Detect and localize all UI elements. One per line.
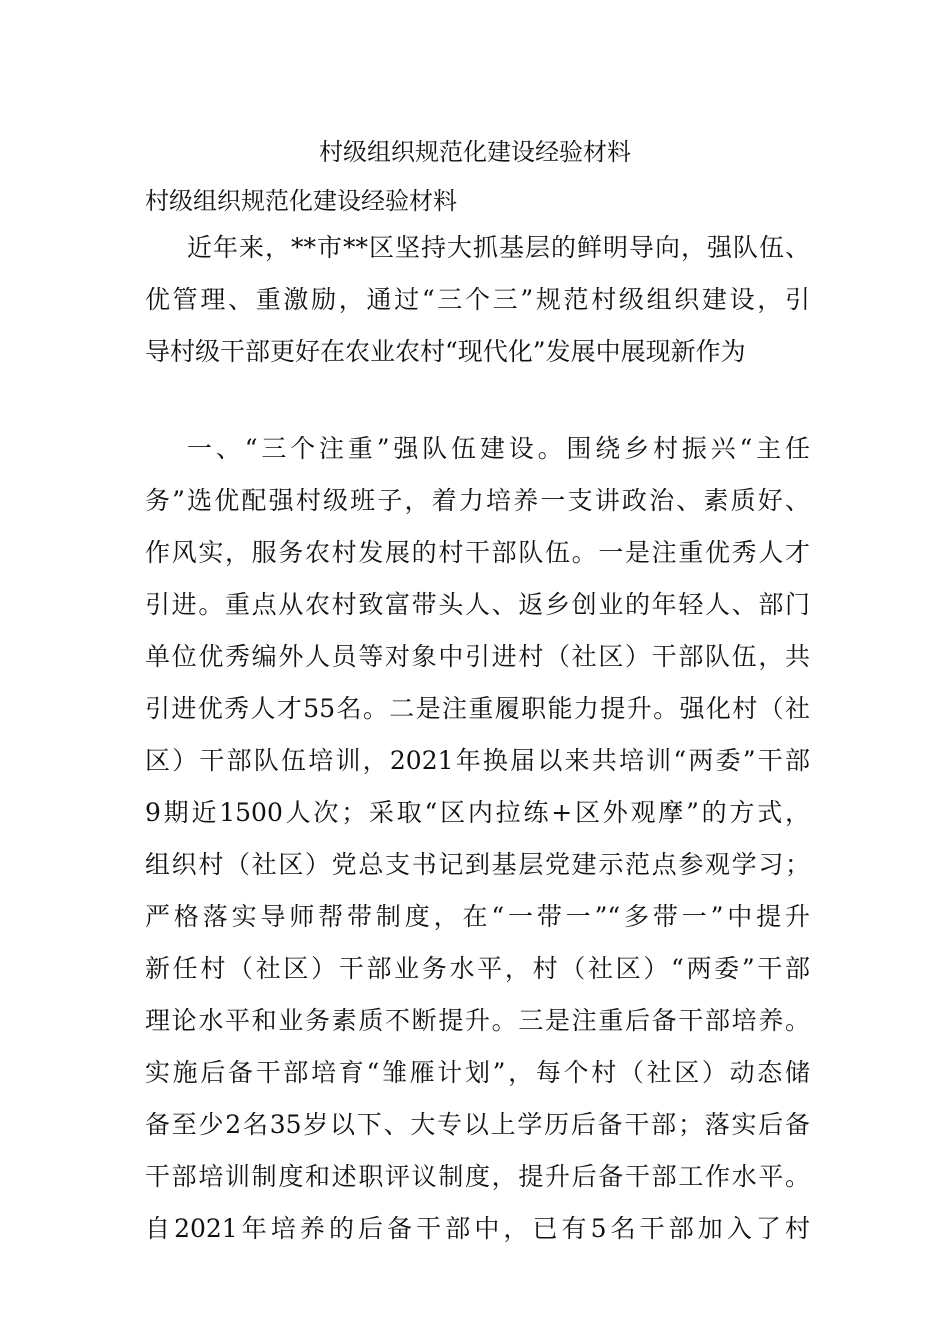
document-subtitle: 村级组织规范化建设经验材料 — [145, 187, 457, 215]
paragraph-line: 严格落实导师帮带制度，在“一带一”“多带一”中提升 — [145, 902, 810, 931]
paragraph-line: 新任村（社区）干部业务水平，村（社区）“两委”干部 — [145, 954, 810, 983]
paragraph-line: 引进优秀人才55名。二是注重履职能力提升。强化村（社 — [145, 694, 810, 723]
paragraph-line: 理论水平和业务素质不断提升。三是注重后备干部培养。 — [145, 1006, 810, 1035]
paragraph-line: 近年来，**市**区坚持大抓基层的鲜明导向，强队伍、 — [187, 233, 810, 262]
paragraph-line: 引进。重点从农村致富带头人、返乡创业的年轻人、部门 — [145, 590, 810, 619]
document-title: 村级组织规范化建设经验材料 — [319, 138, 631, 166]
paragraph-line: 9期近1500人次；采取“区内拉练+区外观摩”的方式， — [145, 798, 810, 827]
paragraph-line: 优管理、重激励，通过“三个三”规范村级组织建设，引 — [145, 285, 810, 314]
paragraph-line: 一、“三个注重”强队伍建设。围绕乡村振兴“主任 — [187, 434, 810, 463]
paragraph-line: 务”选优配强村级班子，着力培养一支讲政治、素质好、 — [145, 486, 810, 515]
paragraph-line: 作风实，服务农村发展的村干部队伍。一是注重优秀人才 — [145, 538, 810, 567]
paragraph-line: 干部培训制度和述职评议制度，提升后备干部工作水平。 — [145, 1162, 810, 1191]
paragraph-line: 实施后备干部培育“雏雁计划”，每个村（社区）动态储 — [145, 1058, 810, 1087]
paragraph-line: 导村级干部更好在农业农村“现代化”发展中展现新作为 — [145, 337, 746, 366]
intro-paragraph — [145, 222, 810, 378]
paragraph-line: 备至少2名35岁以下、大专以上学历后备干部；落实后备 — [145, 1110, 810, 1139]
paragraph-line: 单位优秀编外人员等对象中引进村（社区）干部队伍，共 — [145, 642, 810, 671]
section-one-paragraph — [145, 423, 810, 1255]
paragraph-line: 区）干部队伍培训，2021年换届以来共培训“两委”干部 — [145, 746, 810, 775]
paragraph-line: 组织村（社区）党总支书记到基层党建示范点参观学习； — [145, 850, 810, 879]
paragraph-line: 自2021年培养的后备干部中，已有5名干部加入了村 — [145, 1214, 810, 1243]
